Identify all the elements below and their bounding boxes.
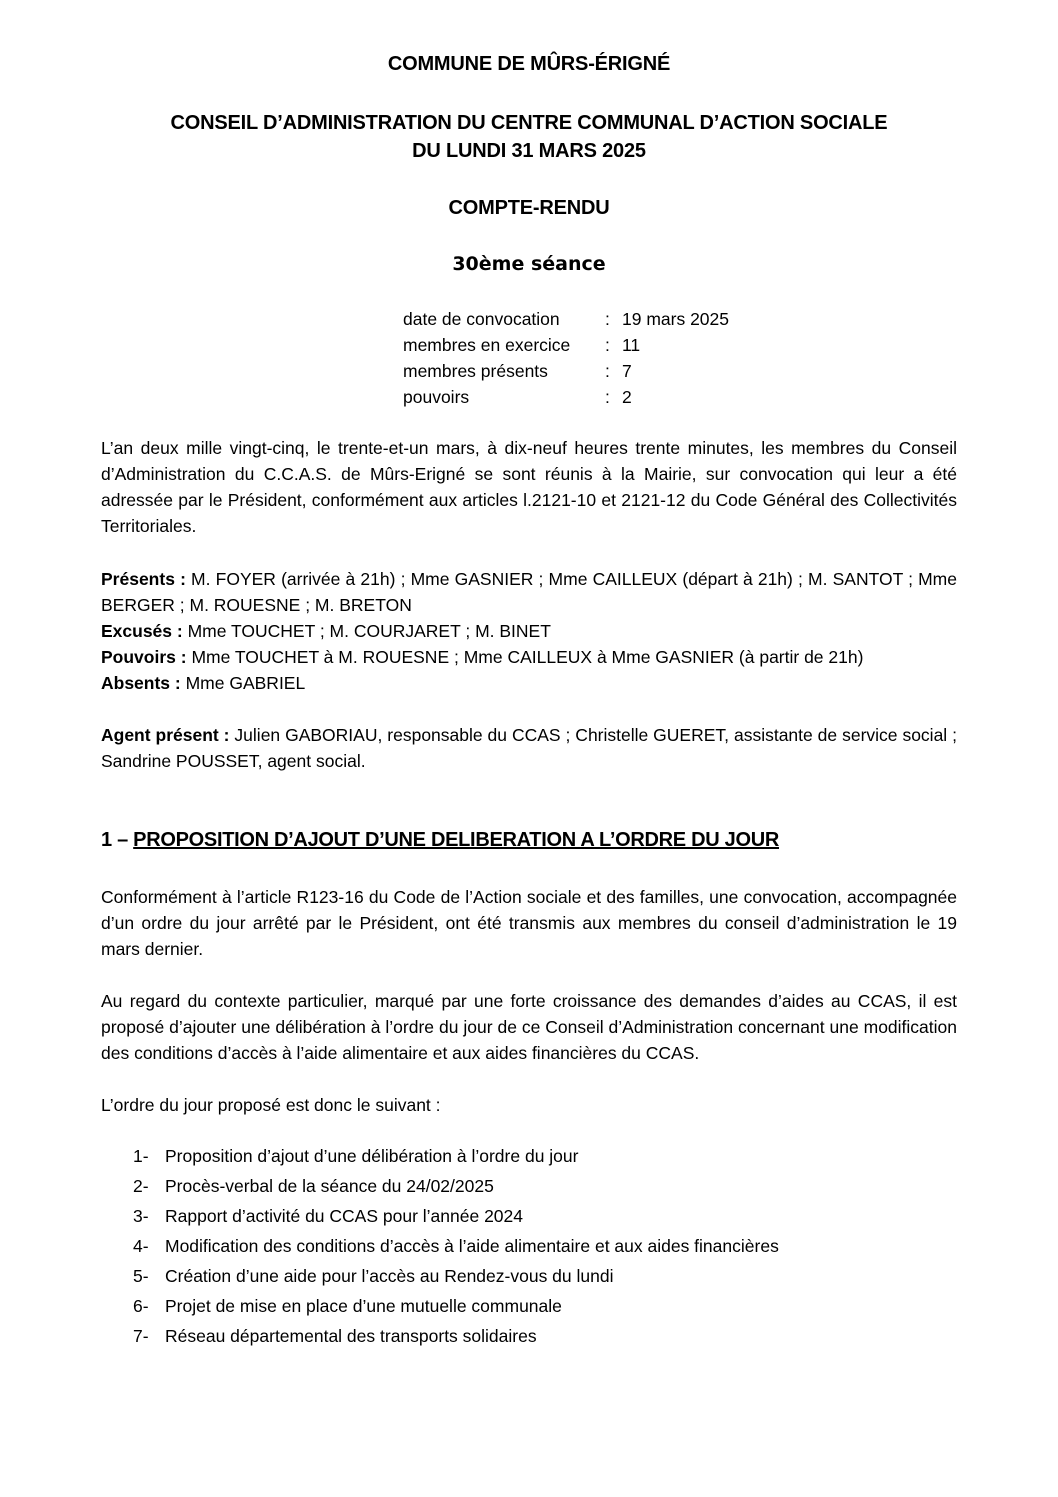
agent-label: Agent présent : bbox=[101, 725, 230, 745]
absents-label: Absents : bbox=[101, 673, 181, 693]
meta-value: 7 bbox=[622, 361, 632, 381]
section-1-paragraph-3: L’ordre du jour proposé est donc le suivant : bbox=[101, 1095, 441, 1115]
meta-separator: : bbox=[605, 361, 610, 381]
section-number: 1 – bbox=[101, 829, 134, 851]
meta-row-presents bbox=[403, 358, 729, 384]
list-item-text: Proposition d’ajout d’une délibération à l’ordre du jour bbox=[165, 1146, 579, 1166]
list-item-text: Modification des conditions d’accès à l’aide alimentaire et aux aides financières bbox=[165, 1236, 779, 1256]
pouvoirs-label: Pouvoirs : bbox=[101, 647, 187, 667]
presents-label: Présents : bbox=[101, 569, 186, 589]
intro-paragraph: L’an deux mille vingt-cinq, le trente-et-un mars, à dix-neuf heures trente minutes, les membres du Conseil d’Administration du C.C.A.S. de Mûrs-Erigné se sont réunis à la Mairie, sur convocation qui leur a été adressée par le Président, conformément aux articles l.2121-10 et 2121-12 du Code Général des Collectivités Territoriales. bbox=[101, 438, 957, 536]
section-title: PROPOSITION D’AJOUT D’UNE DELIBERATION A L’ORDRE DU JOUR bbox=[133, 829, 780, 851]
absents-line bbox=[101, 670, 957, 696]
list-item bbox=[133, 1261, 779, 1291]
commune-title: COMMUNE DE MÛRS-ÉRIGNÉ bbox=[387, 53, 671, 75]
excuses-line bbox=[101, 618, 957, 644]
presents-line bbox=[101, 566, 957, 618]
list-item-text: Création d’une aide pour l’accès au Rendez-vous du lundi bbox=[165, 1266, 614, 1286]
meta-value: 2 bbox=[622, 387, 632, 407]
meeting-info bbox=[403, 306, 729, 410]
list-item-text: Projet de mise en place d’une mutuelle communale bbox=[165, 1296, 562, 1316]
presents-list: M. FOYER (arrivée à 21h) ; Mme GASNIER ; Mme CAILLEUX (départ à 21h) ; M. SANTOT ; Mme BERGER ; M. ROUESNE ; M. BRETON bbox=[101, 569, 957, 615]
agent-list: Julien GABORIAU, responsable du CCAS ; Christelle GUERET, assistante de service social ; Sandrine POUSSET, agent social. bbox=[101, 725, 957, 771]
excuses-list: Mme TOUCHET ; M. COURJARET ; M. BINET bbox=[182, 621, 551, 641]
list-item-number: 1- bbox=[133, 1146, 149, 1166]
meta-row-pouvoirs bbox=[403, 384, 729, 410]
excuses-label: Excusés : bbox=[101, 621, 183, 641]
pouvoirs-line bbox=[101, 644, 957, 670]
meta-label: pouvoirs bbox=[403, 387, 470, 407]
agenda-list bbox=[133, 1141, 779, 1351]
list-item-number: 3- bbox=[133, 1206, 149, 1226]
list-item-number: 7- bbox=[133, 1326, 149, 1346]
list-item-text: Rapport d’activité du CCAS pour l’année 2024 bbox=[165, 1206, 523, 1226]
meta-label: membres présents bbox=[403, 361, 548, 381]
meta-row-exercice bbox=[403, 332, 729, 358]
conseil-title-line1: CONSEIL D’ADMINISTRATION DU CENTRE COMMUNAL D’ACTION SOCIALE bbox=[170, 112, 888, 134]
meta-row-convocation bbox=[403, 306, 729, 332]
list-item bbox=[133, 1171, 779, 1201]
conseil-title-line2: DU LUNDI 31 MARS 2025 bbox=[412, 140, 646, 162]
list-item-number: 4- bbox=[133, 1236, 149, 1256]
list-item-text: Procès-verbal de la séance du 24/02/2025 bbox=[165, 1176, 494, 1196]
meta-label: date de convocation bbox=[403, 309, 560, 329]
meta-separator: : bbox=[605, 335, 610, 355]
section-1-paragraph-1: Conformément à l’article R123-16 du Code de l’Action sociale et des familles, une convocation, accompagnée d’un ordre du jour arrêté par le Président, ont été transmis aux membres du conseil d’administration le 19 mars dernier. bbox=[101, 887, 957, 959]
meta-label: membres en exercice bbox=[403, 335, 571, 355]
meta-value: 11 bbox=[622, 335, 641, 355]
agent-paragraph bbox=[101, 722, 957, 774]
list-item bbox=[133, 1321, 779, 1351]
document-type: COMPTE-RENDU bbox=[448, 197, 610, 219]
list-item-number: 2- bbox=[133, 1176, 149, 1196]
seance-number: 30ème séance bbox=[452, 253, 606, 275]
list-item bbox=[133, 1291, 779, 1321]
meta-value: 19 mars 2025 bbox=[622, 309, 730, 329]
section-1-paragraph-2: Au regard du contexte particulier, marqué par une forte croissance des demandes d’aides au CCAS, il est proposé d’ajouter une délibération à l’ordre du jour de ce Conseil d’Administration concernant une modification des conditions d’accès à l’aide alimentaire et aux aides financières du CCAS. bbox=[101, 991, 957, 1063]
list-item bbox=[133, 1201, 779, 1231]
attendance-block bbox=[101, 566, 957, 696]
list-item-text: Réseau départemental des transports solidaires bbox=[165, 1326, 537, 1346]
meta-separator: : bbox=[605, 309, 610, 329]
list-item bbox=[133, 1231, 779, 1261]
section-1-heading bbox=[101, 829, 779, 852]
list-item-number: 6- bbox=[133, 1296, 149, 1316]
list-item bbox=[133, 1141, 779, 1171]
absents-list: Mme GABRIEL bbox=[180, 673, 306, 693]
list-item-number: 5- bbox=[133, 1266, 149, 1286]
meta-separator: : bbox=[605, 387, 610, 407]
pouvoirs-list: Mme TOUCHET à M. ROUESNE ; Mme CAILLEUX à Mme GASNIER (à partir de 21h) bbox=[186, 647, 864, 667]
